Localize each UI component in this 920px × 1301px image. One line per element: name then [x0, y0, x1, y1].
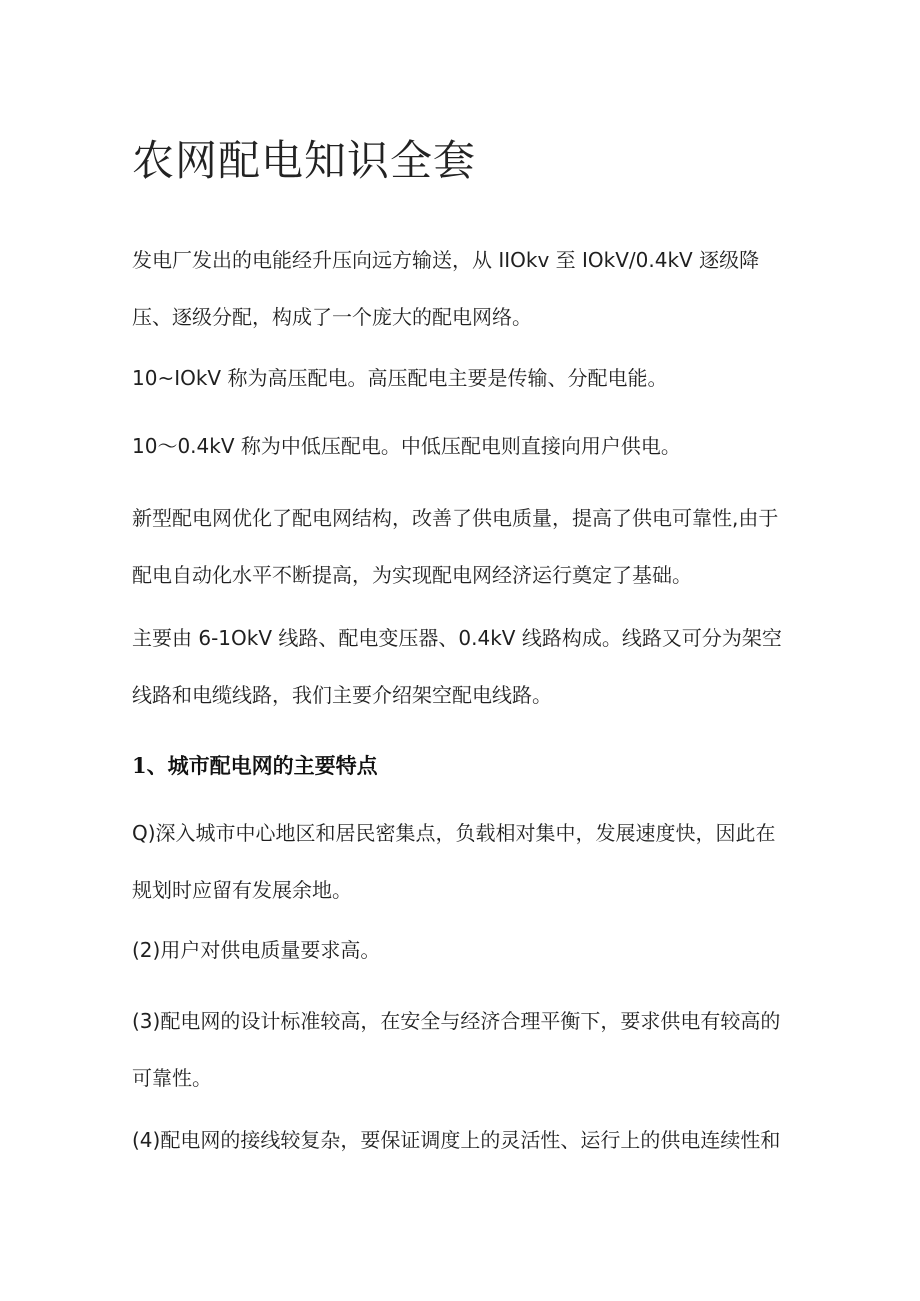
- list-item: [132, 993, 792, 1107]
- list-item-line: (3)配电网的设计标准较高，在安全与经济合理平衡下，要求供电有较高的: [132, 1009, 781, 1033]
- composition-paragraph: [132, 610, 792, 724]
- section-heading: 1、城市配电网的主要特点: [132, 753, 378, 778]
- list-item-line: 规划时应留有发展余地。: [132, 878, 352, 902]
- paragraph-line: 压、逐级分配，构成了一个庞大的配电网络。: [132, 305, 532, 329]
- paragraph-line: 发电厂发出的电能经升压向远方输送，从 IIOkv 至 IOkV/0.4kV 逐级降: [132, 248, 760, 272]
- list-item-line: (4)配电网的接线较复杂，要保证调度上的灵活性、运行上的供电连续性和: [132, 1128, 781, 1152]
- low-voltage-paragraph: [132, 418, 792, 475]
- paragraph-line: 10~IOkV 称为高压配电。高压配电主要是传输、分配电能。: [132, 366, 668, 390]
- list-item-line: (2)用户对供电质量要求高。: [132, 938, 381, 962]
- document-title: 农网配电知识全套: [132, 136, 477, 185]
- new-network-paragraph: [132, 490, 792, 604]
- intro-paragraph: [132, 232, 792, 346]
- paragraph-line: 线路和电缆线路，我们主要介绍架空配电线路。: [132, 683, 552, 707]
- list-item: [132, 805, 792, 919]
- paragraph-line: 新型配电网优化了配电网结构，改善了供电质量，提高了供电可靠性,由于: [132, 506, 779, 530]
- high-voltage-paragraph: [132, 350, 792, 407]
- list-item: [132, 1112, 792, 1169]
- list-item-line: Q)深入城市中心地区和居民密集点，负载相对集中，发展速度快，因此在: [132, 821, 776, 845]
- paragraph-line: 配电自动化水平不断提高，为实现配电网经济运行奠定了基础。: [132, 563, 692, 587]
- list-item-line: 可靠性。: [132, 1066, 212, 1090]
- list-item: [132, 922, 792, 979]
- paragraph-line: 主要由 6-1OkV 线路、配电变压器、0.4kV 线路构成。线路又可分为架空: [132, 626, 782, 650]
- paragraph-line: 10〜0.4kV 称为中低压配电。中低压配电则直接向用户供电。: [132, 434, 681, 458]
